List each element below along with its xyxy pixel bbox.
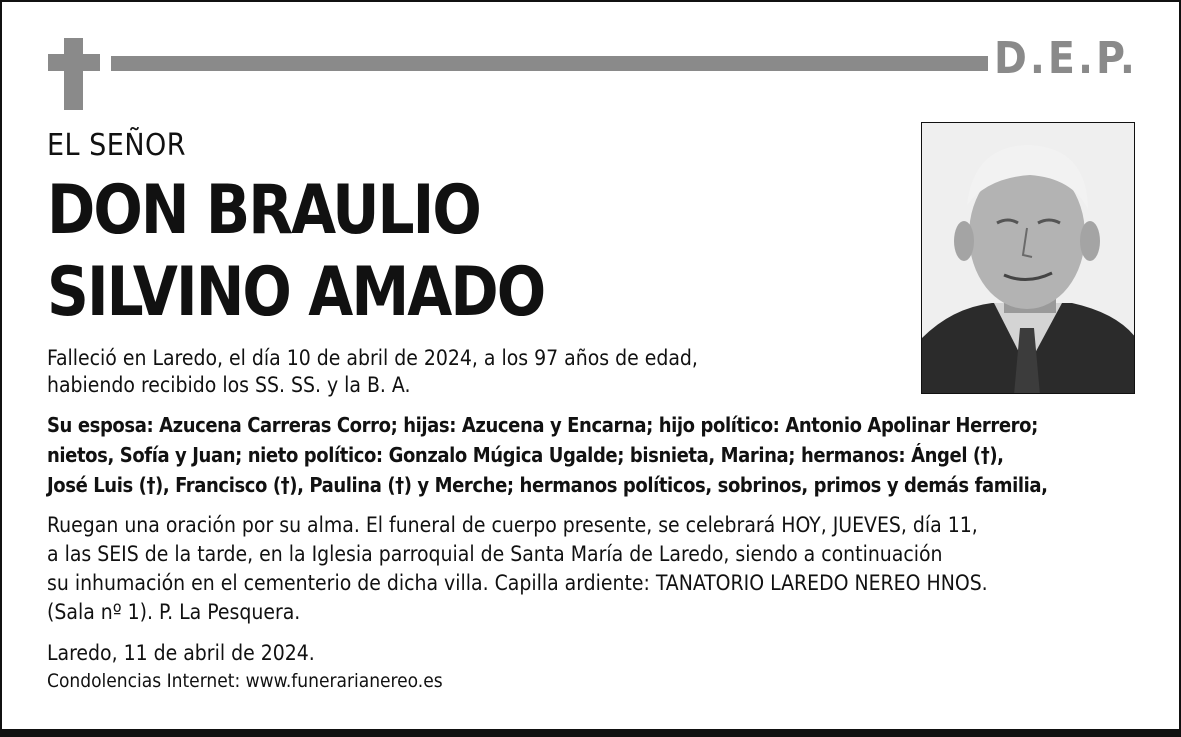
death-notice-line: Falleció en Laredo, el día 10 de abril de 2024, a los 97 años de edad, [47,346,698,370]
deceased-name-line-1: DON BRAULIO [47,171,480,250]
notice-date: Laredo, 11 de abril de 2024. [47,641,315,665]
death-notice-line: habiendo recibido los SS. SS. y la B. A. [47,373,411,397]
portrait-illustration [922,123,1135,394]
funeral-line: a las SEIS de la tarde, en la Iglesia parroquial de Santa María de Laredo, siendo a continuación [47,542,943,566]
dep-heading: D.E.P. [994,33,1138,84]
funeral-line: su inhumación en el cementerio de dicha villa. Capilla ardiente: TANATORIO LAREDO NEREO HNOS. [47,571,988,595]
cross-icon [48,38,100,110]
family-line: José Luis (†), Francisco (†), Paulina (†) y Merche; hermanos políticos, sobrinos, primos y demás familia, [47,473,1048,497]
condolences-line: Condolencias Internet: www.funerarianereo.es [47,670,443,692]
intro-title: EL SEÑOR [47,128,187,163]
header-rule [111,56,988,71]
funeral-line: (Sala nº 1). P. La Pesquera. [47,600,301,624]
funeral-line: Ruegan una oración por su alma. El funeral de cuerpo presente, se celebrará HOY, JUEVES, día 11, [47,513,978,537]
deceased-name-line-2: SILVINO AMADO [47,253,545,332]
family-line: Su esposa: Azucena Carreras Corro; hijas: Azucena y Encarna; hijo político: Antonio Apolinar Herrero; [47,413,1038,437]
family-line: nietos, Sofía y Juan; nieto político: Gonzalo Múgica Ugalde; bisnieta, Marina; hermanos: Ángel (†), [47,443,1004,467]
portrait-photo [921,122,1135,394]
